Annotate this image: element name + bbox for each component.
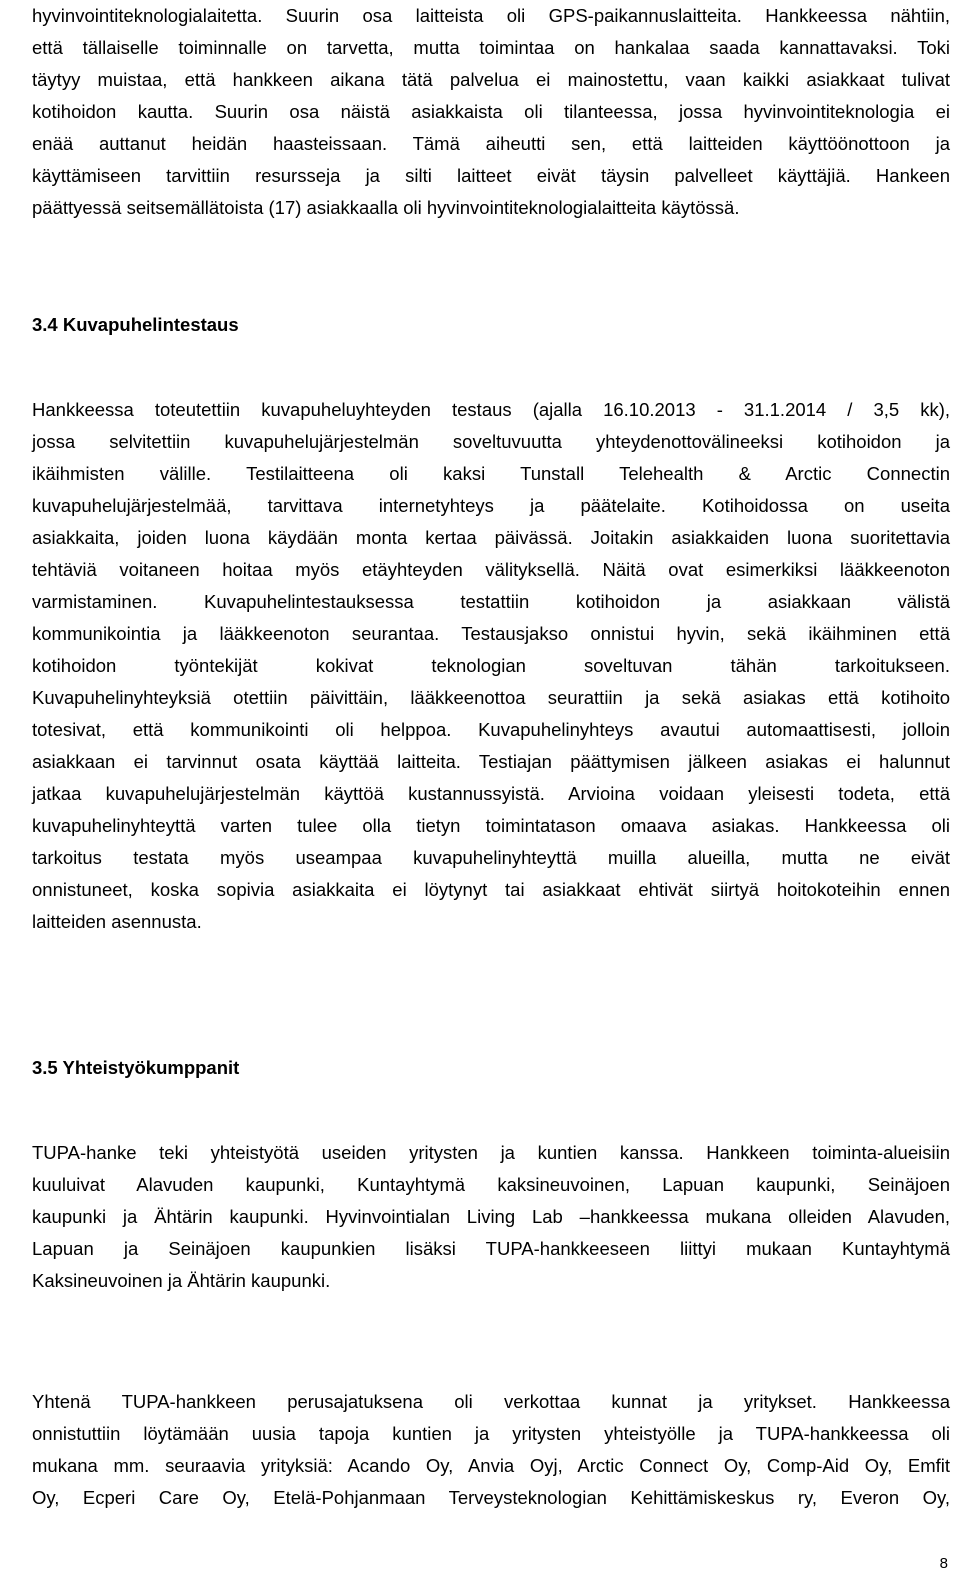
text-line: että tällaiselle toiminnalle on tarvetta, mutta toimintaa on hankalaa saada kannattavaksi. Toki <box>32 37 950 58</box>
text-line: jatkaa kuvapuhelujärjestelmän käyttöä kustannussyistä. Arvioina voidaan yleisesti todeta, että <box>32 783 950 804</box>
text-line: mukana mm. seuraavia yrityksiä: Acando Oy, Anvia Oyj, Arctic Connect Oy, Comp-Aid Oy, Emfit <box>32 1455 950 1476</box>
text-line: kuvapuhelujärjestelmää, tarvittava internetyhteys ja päätelaite. Kotihoidossa on useita <box>32 495 950 516</box>
text-line: tehtäviä voitaneen hoitaa myös etäyhteyden välityksellä. Näitä ovat esimerkiksi lääkkeenoton <box>32 559 950 580</box>
text-line: laitteiden asennusta. <box>32 911 202 932</box>
section-3-5-paragraph-1 <box>32 1137 950 1297</box>
text-line: kuvapuhelinyhteyttä varten tulee olla tietyn toimintatason omaava asiakas. Hankkeessa oli <box>32 815 950 836</box>
section-heading-3-4: 3.4 Kuvapuhelintestaus <box>32 314 239 335</box>
text-line: tarkoitus testata myös useampaa kuvapuhelinyhteyttä muilla alueilla, mutta ne eivät <box>32 847 950 868</box>
text-line: onnistuttiin löytämään uusia tapoja kuntien ja yritysten yhteistyölle ja TUPA-hankkeessa oli <box>32 1423 950 1444</box>
section-3-5-paragraph-2 <box>32 1386 950 1514</box>
text-line: kotihoidon työntekijät kokivat teknologian soveltuvan tähän tarkoitukseen. <box>32 655 950 676</box>
text-line: enää auttanut heidän haasteissaan. Tämä aiheutti sen, että laitteiden käyttöönottoon ja <box>32 133 950 154</box>
text-line: varmistaminen. Kuvapuhelintestauksessa testattiin kotihoidon ja asiakkaan välistä <box>32 591 950 612</box>
intro-paragraph <box>32 0 950 224</box>
text-line: ikäihmisten välille. Testilaitteena oli kaksi Tunstall Telehealth & Arctic Connectin <box>32 463 950 484</box>
text-line: täytyy muistaa, että hankkeen aikana tätä palvelua ei mainostettu, vaan kaikki asiakkaat tulivat <box>32 69 950 90</box>
text-line: Oy, Ecperi Care Oy, Etelä-Pohjanmaan Terveysteknologian Kehittämiskeskus ry, Everon Oy, <box>32 1487 950 1508</box>
text-line: Kuvapuhelinyhteyksiä otettiin päivittäin, lääkkeenottoa seurattiin ja sekä asiakas että kotihoito <box>32 687 950 708</box>
text-line: kaupunki ja Ähtärin kaupunki. Hyvinvointialan Living Lab –hankkeessa mukana olleiden Alavuden, <box>32 1206 950 1227</box>
text-line: hyvinvointiteknologialaitetta. Suurin osa laitteista oli GPS-paikannuslaitteita. Hankkeessa nähtiin, <box>32 5 950 26</box>
text-line: jossa selvitettiin kuvapuhelujärjestelmän soveltuvuutta yhteydenottovälineeksi kotihoidon ja <box>32 431 950 452</box>
text-line: TUPA-hanke teki yhteistyötä useiden yritysten ja kuntien kanssa. Hankkeen toiminta-alueisiin <box>32 1142 950 1163</box>
section-heading-3-5: 3.5 Yhteistyökumppanit <box>32 1057 240 1078</box>
text-line: asiakkaita, joiden luona käydään monta kertaa päivässä. Joitakin asiakkaiden luona suoritettavia <box>32 527 950 548</box>
text-line: totesivat, että kommunikointi oli helppoa. Kuvapuhelinyhteys avautui automaattisesti, jolloin <box>32 719 950 740</box>
page-number: 8 <box>939 1555 948 1572</box>
text-line: Kaksineuvoinen ja Ähtärin kaupunki. <box>32 1270 331 1291</box>
text-line: päättyessä seitsemällätoista (17) asiakkaalla oli hyvinvointiteknologialaitteita käytössä. <box>32 197 740 218</box>
text-line: käyttämiseen tarvittiin resursseja ja silti laitteet eivät täysin palvelleet käyttäjiä. Hankeen <box>32 165 950 186</box>
text-line: kuuluivat Alavuden kaupunki, Kuntayhtymä kaksineuvoinen, Lapuan kaupunki, Seinäjoen <box>32 1174 950 1195</box>
text-line: Hankkeessa toteutettiin kuvapuheluyhteyden testaus (ajalla 16.10.2013 - 31.1.2014 / 3,5 kk), <box>32 399 950 420</box>
text-line: kommunikointia ja lääkkeenoton seurantaa. Testausjakso onnistui hyvin, sekä ikäihminen että <box>32 623 950 644</box>
text-line: Lapuan ja Seinäjoen kaupunkien lisäksi TUPA-hankkeeseen liittyi mukaan Kuntayhtymä <box>32 1238 950 1259</box>
text-line: asiakkaan ei tarvinnut osata käyttää laitteita. Testiajan päättymisen jälkeen asiakas ei halunnut <box>32 751 950 772</box>
text-line: Yhtenä TUPA-hankkeen perusajatuksena oli verkottaa kunnat ja yritykset. Hankkeessa <box>32 1391 950 1412</box>
section-3-4-paragraph <box>32 394 950 938</box>
text-line: onnistuneet, koska sopivia asiakkaita ei löytynyt tai asiakkaat ehtivät siirtyä hoitokoteihin ennen <box>32 879 950 900</box>
text-line: kotihoidon kautta. Suurin osa näistä asiakkaista oli tilanteessa, jossa hyvinvointiteknologia ei <box>32 101 950 122</box>
